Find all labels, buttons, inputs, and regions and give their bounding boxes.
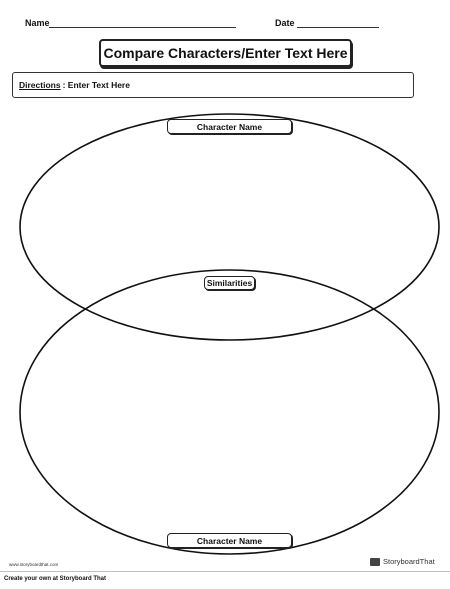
similarities-label[interactable]: Similarities — [204, 276, 255, 290]
storyboard-logo-icon — [370, 558, 380, 566]
page-title[interactable]: Compare Characters/Enter Text Here — [99, 39, 352, 67]
bottom-circle — [20, 270, 439, 554]
brand-logo — [370, 557, 435, 566]
create-link[interactable]: Create your own at Storyboard That — [4, 576, 107, 582]
directions-label: Directions — [19, 80, 61, 90]
date-label: Date — [275, 18, 295, 28]
bottom-character-name[interactable]: Character Name — [167, 533, 292, 548]
footer-url: www.storyboardthat.com — [9, 562, 59, 567]
top-circle — [20, 114, 439, 340]
directions-text: : Enter Text Here — [62, 80, 130, 90]
brand-text: StoryboardThat — [383, 557, 435, 566]
name-label: Name — [25, 18, 50, 28]
top-character-name[interactable]: Character Name — [167, 119, 292, 134]
